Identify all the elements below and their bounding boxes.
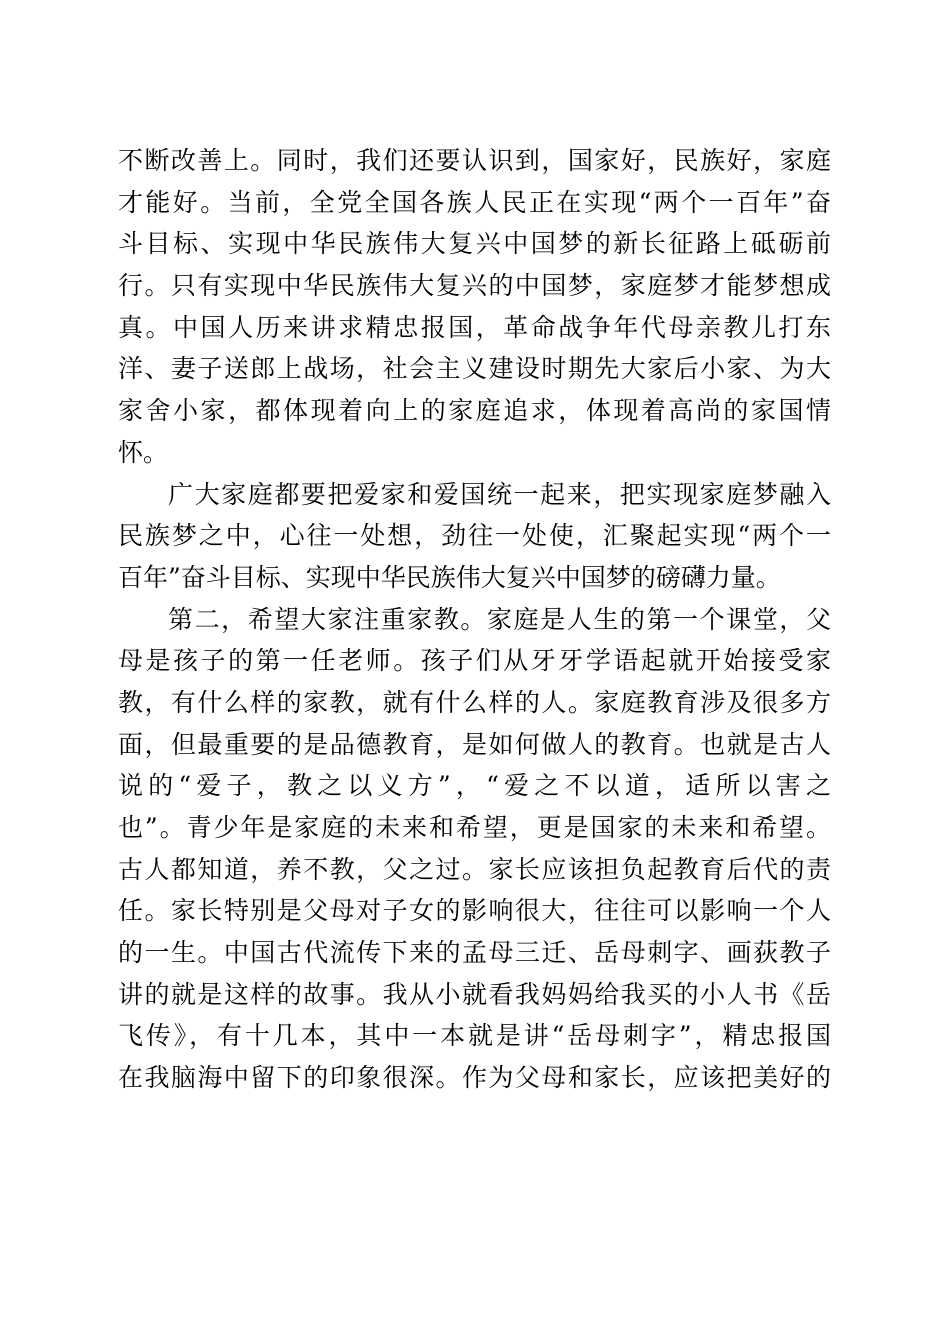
text-line: 讲的就是这样的故事。我从小就看我妈妈给我买的小人书《岳 <box>118 979 831 1009</box>
text-line: 古人都知道，养不教，父之过。家长应该担负起教育后代的责 <box>118 854 831 884</box>
text-line: 斗目标、实现中华民族伟大复兴中国梦的新长征路上砥砺前 <box>118 229 831 259</box>
text-line: 洋、妻子送郎上战场，社会主义建设时期先大家后小家、为大 <box>118 354 831 384</box>
text-line: 家舍小家，都体现着向上的家庭追求，体现着高尚的家国情 <box>118 396 831 426</box>
text-line: 才能好。当前，全党全国各族人民正在实现“两个一百年”奋 <box>118 187 831 217</box>
paragraph-3 <box>118 599 831 1099</box>
text-line: 也”。青少年是家庭的未来和希望，更是国家的未来和希望。 <box>118 813 831 842</box>
text-line: 民族梦之中，心往一处想，劲往一处使，汇聚起实现“两个一 <box>118 521 831 551</box>
paragraph-1 <box>118 140 831 474</box>
text-line: 教，有什么样的家教，就有什么样的人。家庭教育涉及很多方 <box>118 687 831 717</box>
text-line: 真。中国人历来讲求精忠报国，革命战争年代母亲教儿打东 <box>118 312 831 342</box>
text-line: 广大家庭都要把爱家和爱国统一起来，把实现家庭梦融入 <box>168 479 831 509</box>
text-line: 的一生。中国古代流传下来的孟母三迁、岳母刺字、画荻教子 <box>118 938 831 968</box>
text-line: 行。只有实现中华民族伟大复兴的中国梦，家庭梦才能梦想成 <box>118 271 831 301</box>
text-line: 在我脑海中留下的印象很深。作为父母和家长，应该把美好的 <box>118 1063 831 1093</box>
text-line: 不断改善上。同时，我们还要认识到，国家好，民族好，家庭 <box>118 146 831 175</box>
text-line: 第二，希望大家注重家教。家庭是人生的第一个课堂，父 <box>168 604 831 634</box>
text-line: 说的“爱子，教之以义方”，“爱之不以道，适所以害之 <box>118 771 831 801</box>
text-line: 母是孩子的第一任老师。孩子们从牙牙学语起就开始接受家 <box>118 646 831 676</box>
paragraph-2 <box>118 474 831 599</box>
text-line: 百年”奋斗目标、实现中华民族伟大复兴中国梦的磅礴力量。 <box>118 562 781 592</box>
text-line: 任。家长特别是父母对子女的影响很大，往往可以影响一个人 <box>118 896 831 926</box>
text-line: 怀。 <box>118 437 169 467</box>
document-page <box>118 140 831 1099</box>
text-line: 面，但最重要的是品德教育，是如何做人的教育。也就是古人 <box>118 729 831 759</box>
text-line: 飞传》，有十几本，其中一本就是讲“岳母刺字”，精忠报国 <box>118 1021 831 1051</box>
